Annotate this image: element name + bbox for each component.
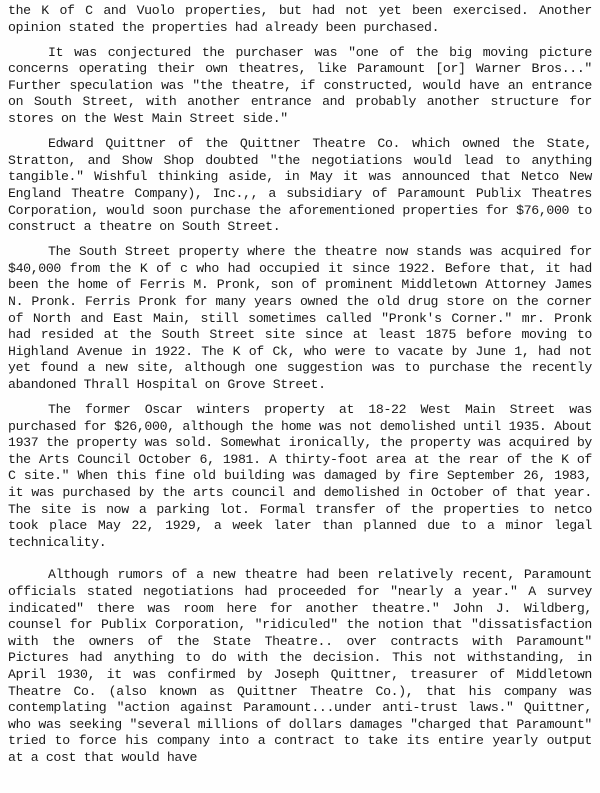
- paragraph-south-street-property: The South Street property where the theatre now stands was acquired for $40,000 from the K of c who had occupied it since 1922. Before that, it had been the home of Ferris M. Pronk, son of prominent Middletown Attorney James N. Pronk. Ferris Pronk for many years owned the old drug store on the corner of North and East Main, still sometimes called "Pronk's Corner." mr. Pronk had resided at the South Street site since at least 1875 before moving to Highland Avenue in 1922. The K of Ck, who were to vacate by June 1, had not yet found a new site, although one suggestion was to purchase the recently abandoned Thrall Hospital on Grove Street.: [8, 244, 592, 392]
- paragraph-quittner-doubts: Edward Quittner of the Quittner Theatre Co. which owned the State, Stratton, and Show Shop doubted "the negotiations would lead to anything tangible." Wishful thinking aside, in May it was announced that Netco New England Theatre Company), Inc.,, a subsidiary of Paramount Publix Theatres Corporation, would soon purchase the aforementioned properties for $76,000 to construct a theatre on South Street.: [8, 136, 592, 235]
- paragraph-purchaser-conjecture: It was conjectured the purchaser was "one of the big moving picture concerns operating their own theatres, like Paramount [or] Warner Bros..." Further speculation was "the theatre, if constructed, would have an entrance on South Street, with another entrance and probably another structure for stores on the West Main Street side.": [8, 44, 592, 127]
- paragraph-oscar-winters-property: The former Oscar winters property at 18-22 West Main Street was purchased for $26,000, although the home was not demolished until 1935. About 1937 the property was sold. Somewhat ironically, the property was acquired by the Arts Council October 6, 1981. A thirty-foot area at the rear of the K of C site." When this fine old building was damaged by fire September 26, 1983, it was purchased by the arts council and demolished in October of that year. The site is now a parking lot. Formal transfer of the properties to netco took place May 22, 1929, a week later than planned due to a minor legal technicality.: [8, 402, 592, 550]
- paragraph-continuation: the K of C and Vuolo properties, but had not yet been exercised. Another opinion stated the properties had already been purchased.: [8, 3, 592, 35]
- document-body: [8, 3, 592, 775]
- paragraph-paramount-negotiations: Although rumors of a new theatre had been relatively recent, Paramount officials stated negotiations had proceeded for "nearly a year." A survey indicated" there was room here for another theatre." John J. Wildberg, counsel for Publix Corporation, "ridiculed" the notion that "dissatisfaction with the owners of the State Theatre.. over contracts with Paramount" Pictures had anything to do with the decision. This not withstanding, in April 1930, it was confirmed by Joseph Quittner, treasurer of Middletown Theatre Co. (also known as Quittner Theatre Co.), that his company was contemplating "action against Paramount...under anti-trust laws." Quittner, who was seeking "several millions of dollars damages "charged that Paramount" tried to force his company into a contract to take its entire yearly output at a cost that would have: [8, 567, 592, 765]
